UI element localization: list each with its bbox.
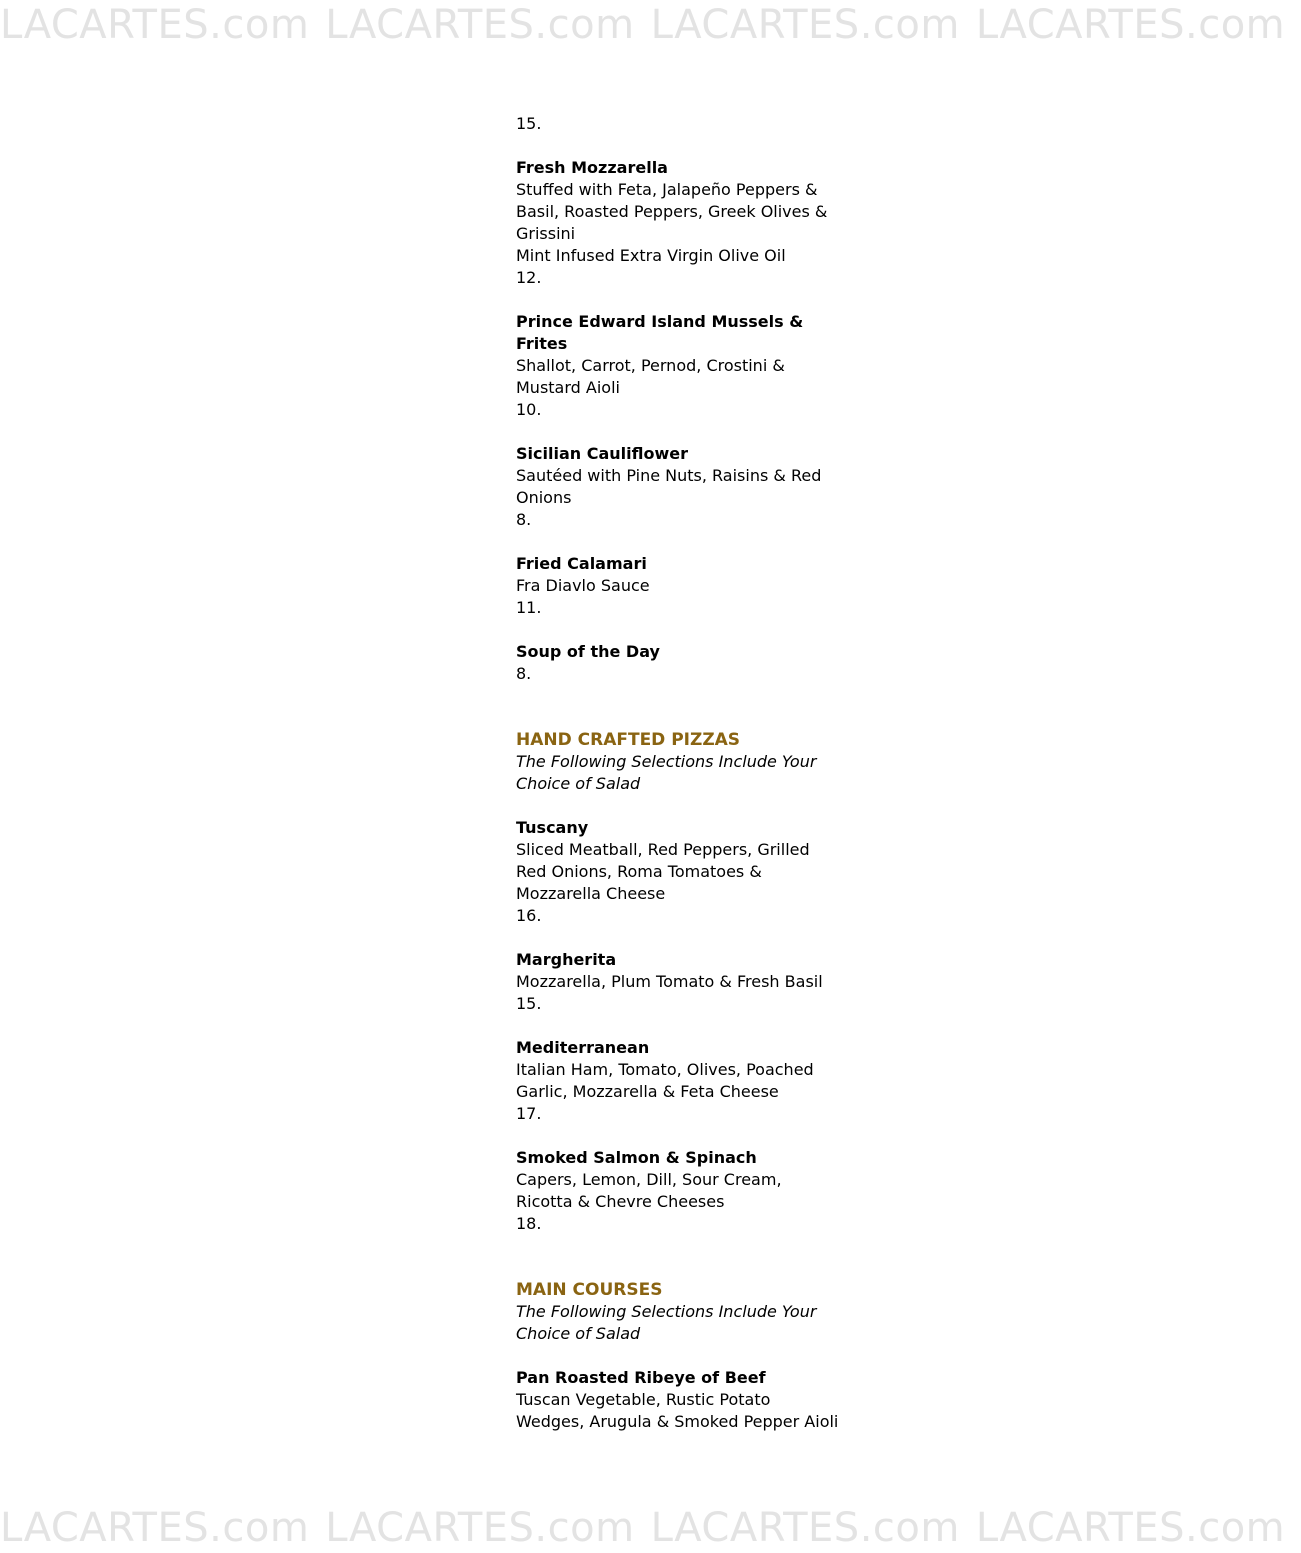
item-price: 17. bbox=[516, 1104, 542, 1123]
watermark-text: LACARTES.com bbox=[0, 2, 310, 48]
watermark-text: LACARTES.com bbox=[975, 2, 1286, 48]
item-description: Sautéed with Pine Nuts, Raisins & Red bbox=[516, 466, 822, 485]
item-price: 8. bbox=[516, 510, 532, 529]
item-price: 16. bbox=[516, 906, 542, 925]
item-description: Mozzarella, Plum Tomato & Fresh Basil bbox=[516, 972, 823, 991]
item-name: Sicilian Cauliflower bbox=[516, 444, 688, 463]
item-description: Red Onions, Roma Tomatoes & bbox=[516, 862, 762, 881]
item-description: Sliced Meatball, Red Peppers, Grilled bbox=[516, 840, 810, 859]
item-description: Mustard Aioli bbox=[516, 378, 620, 397]
section-note: Choice of Salad bbox=[516, 1324, 641, 1343]
item-description: Shallot, Carrot, Pernod, Crostini & bbox=[516, 356, 785, 375]
item-name: Frites bbox=[516, 334, 568, 353]
item-description: Stuffed with Feta, Jalapeño Peppers & bbox=[516, 180, 818, 199]
item-name: Tuscany bbox=[516, 818, 589, 837]
item-price: 12. bbox=[516, 268, 542, 287]
section-note: The Following Selections Include Your bbox=[516, 752, 817, 771]
item-price: 15. bbox=[516, 114, 542, 133]
item-price: 8. bbox=[516, 664, 532, 683]
item-name: Smoked Salmon & Spinach bbox=[516, 1148, 757, 1167]
watermark-top bbox=[0, 0, 1286, 50]
item-description: Basil, Roasted Peppers, Greek Olives & bbox=[516, 202, 828, 221]
item-name: Soup of the Day bbox=[516, 642, 660, 661]
item-price: 15. bbox=[516, 994, 542, 1013]
watermark-text: LACARTES.com bbox=[0, 1505, 310, 1551]
section-title-main-courses: MAIN COURSES bbox=[516, 1280, 663, 1300]
menu-column bbox=[516, 113, 856, 1433]
item-name: Margherita bbox=[516, 950, 617, 969]
item-description: Fra Diavlo Sauce bbox=[516, 576, 650, 595]
item-price: 11. bbox=[516, 598, 542, 617]
item-name: Pan Roasted Ribeye of Beef bbox=[516, 1368, 766, 1387]
item-name: Mediterranean bbox=[516, 1038, 650, 1057]
item-description: Mint Infused Extra Virgin Olive Oil bbox=[516, 246, 786, 265]
item-name: Fresh Mozzarella bbox=[516, 158, 668, 177]
item-description: Capers, Lemon, Dill, Sour Cream, bbox=[516, 1170, 782, 1189]
section-title-pizzas: HAND CRAFTED PIZZAS bbox=[516, 730, 741, 750]
section-note: The Following Selections Include Your bbox=[516, 1302, 817, 1321]
item-price: 18. bbox=[516, 1214, 542, 1233]
watermark-text: LACARTES.com bbox=[650, 2, 960, 48]
section-note: Choice of Salad bbox=[516, 774, 641, 793]
item-name: Fried Calamari bbox=[516, 554, 647, 573]
watermark-text: LACARTES.com bbox=[650, 1505, 960, 1551]
item-description: Tuscan Vegetable, Rustic Potato bbox=[516, 1390, 771, 1409]
watermark-text: LACARTES.com bbox=[975, 1505, 1286, 1551]
item-description: Garlic, Mozzarella & Feta Cheese bbox=[516, 1082, 779, 1101]
item-description: Italian Ham, Tomato, Olives, Poached bbox=[516, 1060, 814, 1079]
item-description: Mozzarella Cheese bbox=[516, 884, 666, 903]
item-description: Onions bbox=[516, 488, 572, 507]
watermark-bottom bbox=[0, 1503, 1286, 1553]
item-description: Grissini bbox=[516, 224, 576, 243]
item-description: Ricotta & Chevre Cheeses bbox=[516, 1192, 725, 1211]
item-description: Wedges, Arugula & Smoked Pepper Aioli bbox=[516, 1412, 839, 1431]
watermark-text: LACARTES.com bbox=[325, 1505, 635, 1551]
item-name: Prince Edward Island Mussels & bbox=[516, 312, 804, 331]
watermark-text: LACARTES.com bbox=[325, 2, 635, 48]
item-price: 10. bbox=[516, 400, 542, 419]
